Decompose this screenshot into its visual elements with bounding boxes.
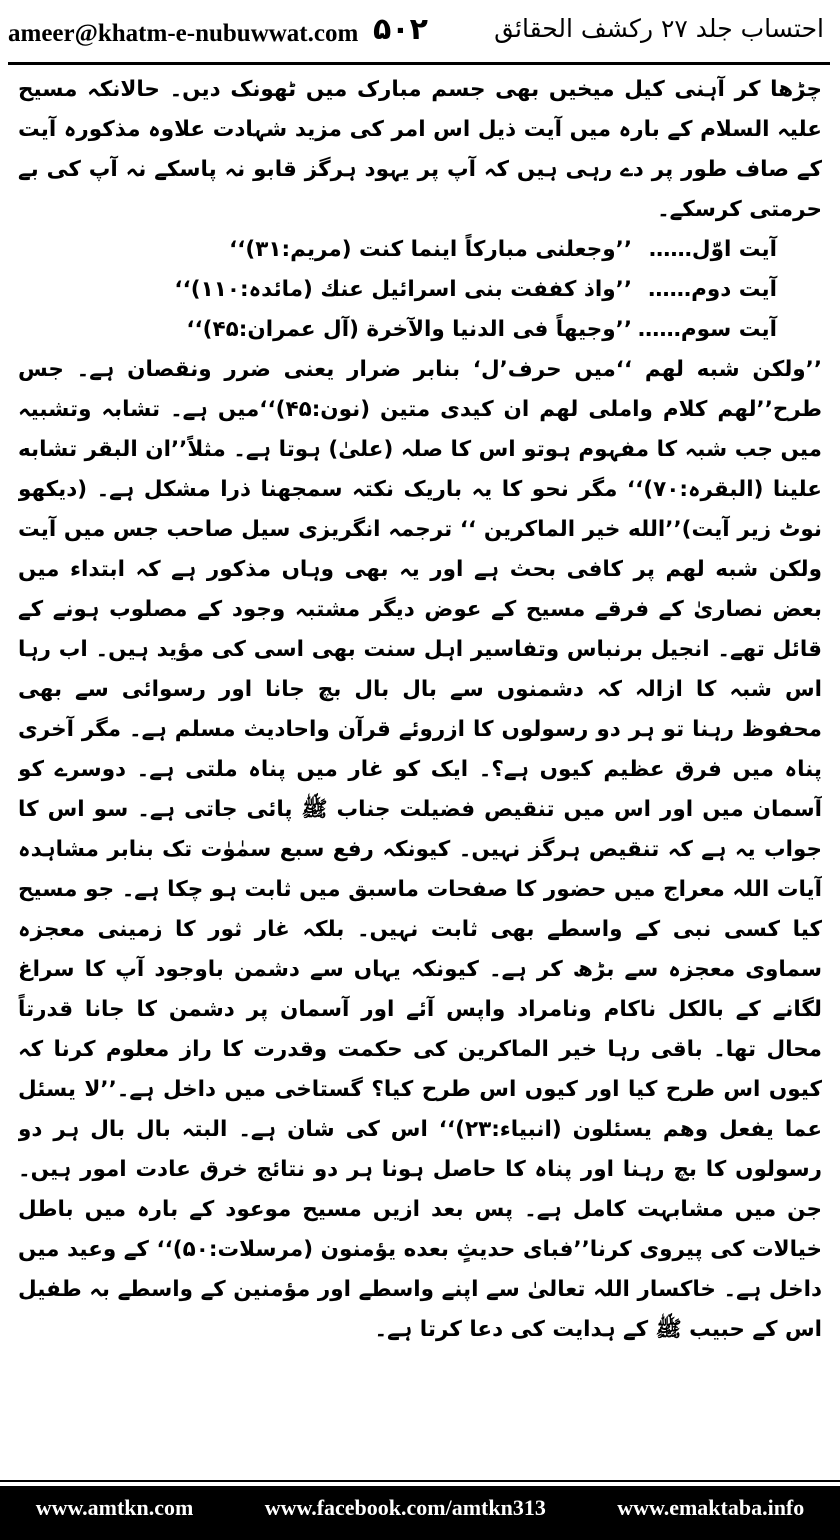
verse-2 xyxy=(18,270,822,310)
verse-3-label: آیت سوم…… xyxy=(637,317,777,342)
page-number: ۵۰۲ xyxy=(373,12,428,47)
footer-link-amtkn[interactable]: www.amtkn.com xyxy=(35,1495,194,1520)
page-body xyxy=(18,70,822,1455)
header-email[interactable]: ameer@khatm-e-nubuwwat.com xyxy=(8,20,359,47)
verse-3-text: ’’وجیهاً فی الدنیا والآخرة (آل عمران:۴۵)‘‘ xyxy=(186,317,632,342)
paragraph-intro: چڑھا کر آہنی کیل میخیں بھی جسم مبارک میں ٹھونک دیں۔ حالانکہ مسیح علیہ السلام کے بارہ میں آیت ذیل اس امر کی مزید شہادت علاوہ مذکورہ آیت کے صاف طور پر دے رہی ہیں کہ آپ پر یہود ہرگز قابو نہ پاسکے نہ آپ کی بے حرمتی کرسکے۔ xyxy=(18,77,822,222)
page-header xyxy=(0,0,840,70)
header-rule xyxy=(8,62,830,65)
verse-3 xyxy=(18,310,822,350)
footer-rule xyxy=(0,1480,840,1482)
footer-link-emaktaba[interactable]: www.emaktaba.info xyxy=(617,1495,805,1520)
verse-1-label: آیت اوّل…… xyxy=(648,237,777,262)
paragraph-main: ’’ولکن شبه لهم ‘‘میں حرف’ل‘ بنابر ضرار یعنی ضرر ونقصان ہے۔ جس طرح’’لهم کلام واملی لهم ان کیدی متین (نون:۴۵)‘‘میں ہے۔ تشابہ وتشبیہ میں جب شبہ کا مفہوم ہوتو اس کا صلہ (علیٰ) ہوتا ہے۔ مثلاً’’ان البقر تشابه علینا (البقرہ:۷۰)‘‘ مگر نحو کا یہ باریک نکتہ سمجھنا ذرا مشکل ہے۔ (دیکھو نوٹ زیر آیت)’’الله خیر الماکرین ‘‘ ترجمہ انگریزی سیل صاحب جس میں آیت ولکن شبه لهم پر کافی بحث ہے اور یہ بھی وہاں مذکور ہے کہ ابتداء میں بعض نصاریٰ کے فرقے مسیح کے عوض دیگر مشتبہ وجود کے مصلوب ہونے کے قائل تھے۔ انجیل برنباس وتفاسیر اہل سنت بھی اسی کی مؤید ہیں۔ اب رہا اس شبہ کا ازالہ کہ دشمنوں سے بال بال بچ جانا اور رسوائی سے بھی محفوظ رہنا تو ہر دو رسولوں کا ازروئے قرآن واحادیث مسلم ہے۔ مگر آخری پناہ میں فرق عظیم کیوں ہے؟۔ ایک کو غار میں پناہ ملتی ہے۔ دوسرے کو آسمان میں اور اس میں تنقیص فضیلت جناب ﷺ پائی جاتی ہے۔ سو اس کا جواب یہ ہے کہ تنقیص ہرگز نہیں۔ کیونکہ رفع سبع سمٰوٰت تک بنابر مشاہدہ آیات اللہ معراج میں حضور کا صفحات ماسبق میں ثابت ہو چکا ہے۔ جو مسیح کیا کسی نبی کے واسطے بھی ثابت نہیں۔ بلکہ غار ثور کا زمینی معجزہ سماوی معجزہ سے بڑھ کر ہے۔ کیونکہ یہاں سے دشمن باوجود آپ کا سراغ لگانے کے بالکل ناکام ونامراد واپس آئے اور آسمان پر دشمن کا جانا قدرتاً محال تھا۔ باقی رہا خیر الماکرین کی حکمت وقدرت کا راز معلوم کرنا کہ کیوں اس طرح کیا اور کیوں اس طرح کیا؟ گستاخی میں داخل ہے۔’’لا یسئل عما یفعل وهم یسئلون (انبیاء:۲۳)‘‘ اس کی شان ہے۔ البتہ بال بال ہر دو رسولوں کا بچ رہنا اور پناہ کا حاصل ہونا ہر دو نتائج خرق عادت امور ہیں۔ جن میں مشابہت کامل ہے۔ پس بعد ازیں مسیح موعود کے بارہ میں باطل خیالات کی پیروی کرنا’’فبای حدیثٍ بعده یؤمنون (مرسلات:۵۰)‘‘ کے وعید میں داخل ہے۔ خاکسار اللہ تعالیٰ سے اپنے واسطے اور مؤمنین کے واسطے بہ طفیل اس کے حبیب ﷺ کے ہدایت کی دعا کرتا ہے۔ xyxy=(18,357,822,1342)
verse-2-label: آیت دوم…… xyxy=(648,277,777,302)
book-title: احتساب جلد ۲۷ رکشف الحقائق xyxy=(494,14,824,43)
verse-1 xyxy=(18,230,822,270)
footer-link-facebook[interactable]: www.facebook.com/amtkn313 xyxy=(264,1495,546,1520)
verse-2-text: ’’واذ کففت بنی اسرائیل عنك (مائدہ:۱۱۰)‘‘ xyxy=(174,277,632,302)
footer-links xyxy=(0,1495,840,1521)
verse-1-text: ’’وجعلنی مبارکاً اینما کنت (مریم:۳۱)‘‘ xyxy=(229,237,632,262)
